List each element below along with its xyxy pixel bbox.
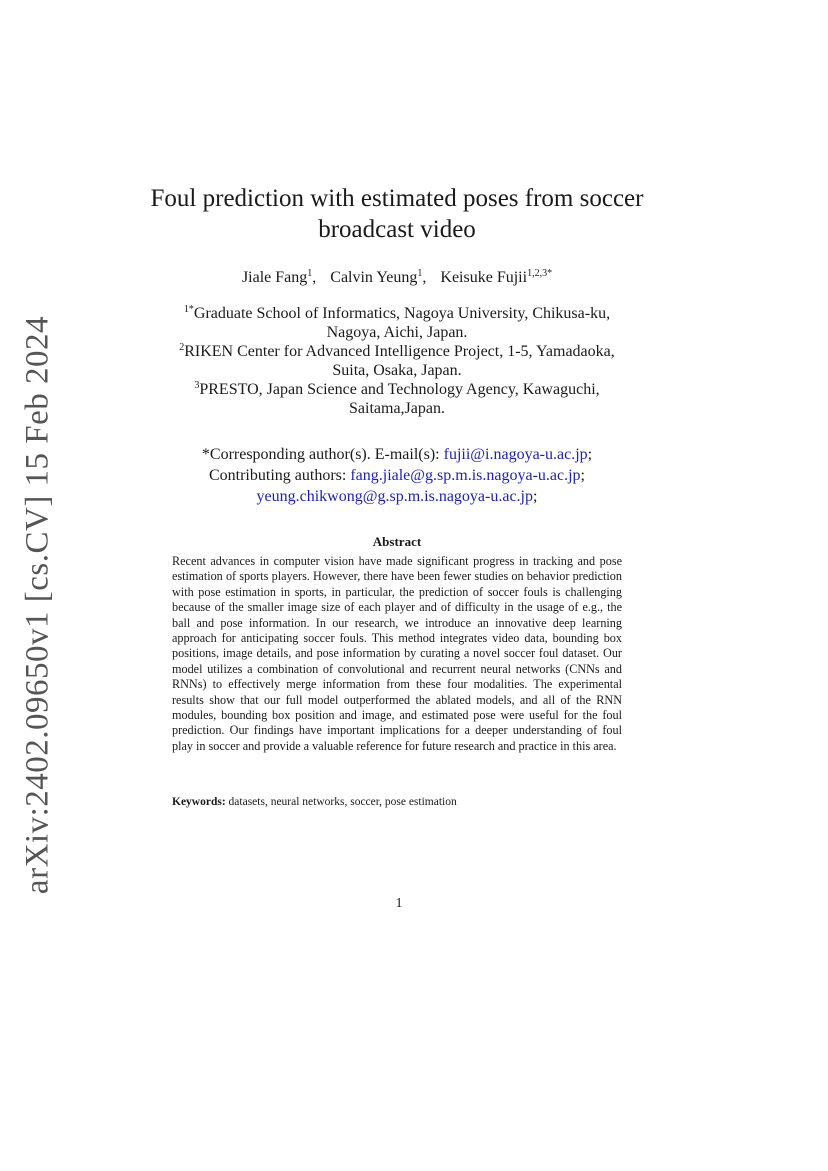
contributing-email-link-2[interactable]: yeung.chikwong@g.sp.m.is.nagoya-u.ac.jp xyxy=(256,488,533,505)
affiliation-text: PRESTO, Japan Science and Technology Agency, Kawaguchi, xyxy=(199,381,600,398)
affiliation-mark: 3 xyxy=(194,380,200,391)
corresponding-label: *Corresponding author(s). E-mail(s): xyxy=(201,446,444,463)
paper-title xyxy=(140,183,654,245)
affiliation-mark: 1* xyxy=(183,304,194,315)
author-name: Keisuke Fujii xyxy=(440,269,528,286)
affiliation-text: Saitama,Japan. xyxy=(349,400,445,417)
affiliation-2 xyxy=(150,338,644,380)
affiliation-mark: 2 xyxy=(179,342,185,353)
arxiv-identifier: arXiv:2402.09650v1 [cs.CV] 15 Feb 2024 xyxy=(19,315,56,895)
page-number: 1 xyxy=(395,896,403,911)
keywords-label: Keywords: xyxy=(172,796,226,808)
affiliation-1 xyxy=(150,300,644,342)
corresponding-email-link[interactable]: fujii@i.nagoya-u.ac.jp xyxy=(443,446,588,463)
author-name: Jiale Fang xyxy=(241,269,308,286)
affiliation-text: RIKEN Center for Advanced Intelligence Project, 1-5, Yamadaoka, xyxy=(184,343,615,360)
abstract-heading: Abstract xyxy=(372,534,422,549)
author-list: Jiale Fang$^1$, Calvin Yeung$^1$, Keisuke Fujii$^{1,2,3*}$ xyxy=(241,268,553,286)
author-affil-mark: 1 xyxy=(417,268,423,279)
title-line-1: Foul prediction with estimated poses from soccer xyxy=(150,185,644,212)
contributing-email-link-1[interactable]: fang.jiale@g.sp.m.is.nagoya-u.ac.jp xyxy=(350,467,581,484)
abstract-text: Recent advances in computer vision have made significant progress in tracking and pose estimation of sports players. However, there have been fewer studies on behavior prediction with pose estimation in sports, in particular, the prediction of soccer fouls is challenging because of the smaller image size of each player and of difficulty in the usage of e.g., the ball and pose information. In our research, we introduce an innovative deep learning approach for anticipating soccer fouls. This method integrates video data, bounding box positions, image details, and pose information by curating a novel soccer foul dataset. Our model utilizes a combination of convolutional and recurrent neural networks (CNNs and RNNs) to effectively merge information from these four modalities. The experimental results show that our full model outperformed the ablated models, and all of the RNN modules, bounding box position and image, and estimated pose were useful for the foul prediction. Our findings have important implications for a deeper understanding of foul play in soccer and provide a valuable reference for future research and practice in this area. xyxy=(172,554,622,753)
affiliation-text: Graduate School of Informatics, Nagoya University, Chikusa-ku, xyxy=(193,305,611,322)
keywords-text: datasets, neural networks, soccer, pose estimation xyxy=(228,796,457,808)
author-name: Calvin Yeung xyxy=(330,269,418,286)
affiliation-text: Nagoya, Aichi, Japan. xyxy=(326,324,468,341)
keywords-line xyxy=(172,796,622,808)
author-affil-mark: 1 xyxy=(307,268,313,279)
affiliation-3 xyxy=(150,376,644,418)
correspondence-block: *Corresponding author(s). E-mail(s): fujii@i.nagoya-u.ac.jp; Contributing authors: fang.jiale@g.sp.m.is.nagoya-u.ac.jp; yeung.chikwong@g.sp.m.is.nagoya-u.ac.jp; xyxy=(201,446,593,505)
title-line-2: broadcast video xyxy=(318,216,476,243)
author-affil-mark: 1,2,3* xyxy=(527,268,553,279)
affiliation-text: Suita, Osaka, Japan. xyxy=(332,362,462,379)
contributing-label: Contributing authors: xyxy=(208,467,351,484)
